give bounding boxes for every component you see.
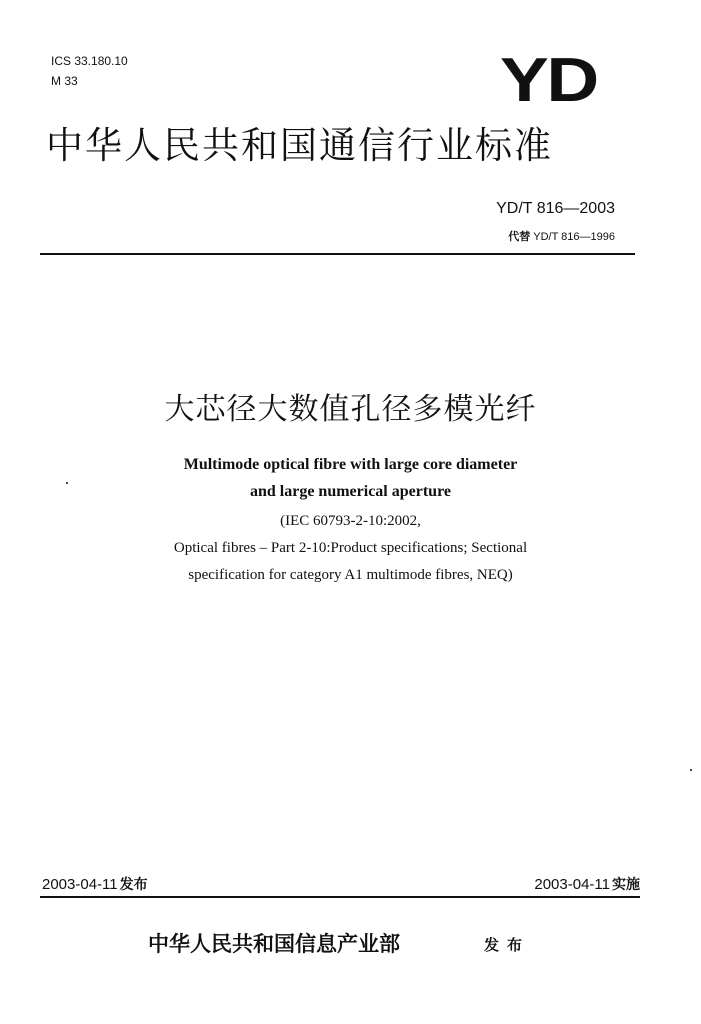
document-title-en-line2: and large numerical aperture — [249, 483, 451, 500]
replaces-label: 代替 — [508, 230, 531, 243]
issuer-action: 发布 — [484, 936, 531, 954]
reference-line2: Optical fibres – Part 2-10:Product specifications; Sectional — [173, 540, 528, 556]
yd-logo: YD — [500, 46, 597, 115]
standard-category-title: 中华人民共和国通信行业标准 — [46, 124, 553, 167]
issue-date: 2003-04-11 — [42, 876, 118, 893]
document-title-en-line1: Multimode optical fibre with large core diameter — [183, 456, 518, 473]
implementation-label: 实施 — [612, 877, 640, 893]
issuing-authority: 中华人民共和国信息产业部 — [148, 931, 400, 956]
header-divider — [40, 253, 635, 255]
replaces-number: YD/T 816—1996 — [533, 231, 615, 243]
scan-speck — [690, 769, 692, 771]
standard-number: YD/T 816—2003 — [496, 200, 615, 217]
issue-label: 发布 — [119, 877, 148, 893]
footer-divider — [40, 896, 640, 898]
reference-line3: specification for category A1 multimode fibres, NEQ) — [188, 567, 513, 583]
implementation-date: 2003-04-11 — [534, 876, 610, 893]
document-title-cn: 大芯径大数值孔径多模光纤 — [164, 392, 537, 427]
replaces-line — [508, 230, 615, 244]
implementation-date-line — [534, 875, 640, 895]
issue-date-line — [42, 875, 148, 895]
reference-line1: (IEC 60793-2-10:2002, — [280, 513, 421, 529]
ics-code: ICS 33.180.10 — [51, 54, 128, 68]
ccs-code: M 33 — [51, 74, 78, 88]
scan-speck — [66, 482, 68, 484]
